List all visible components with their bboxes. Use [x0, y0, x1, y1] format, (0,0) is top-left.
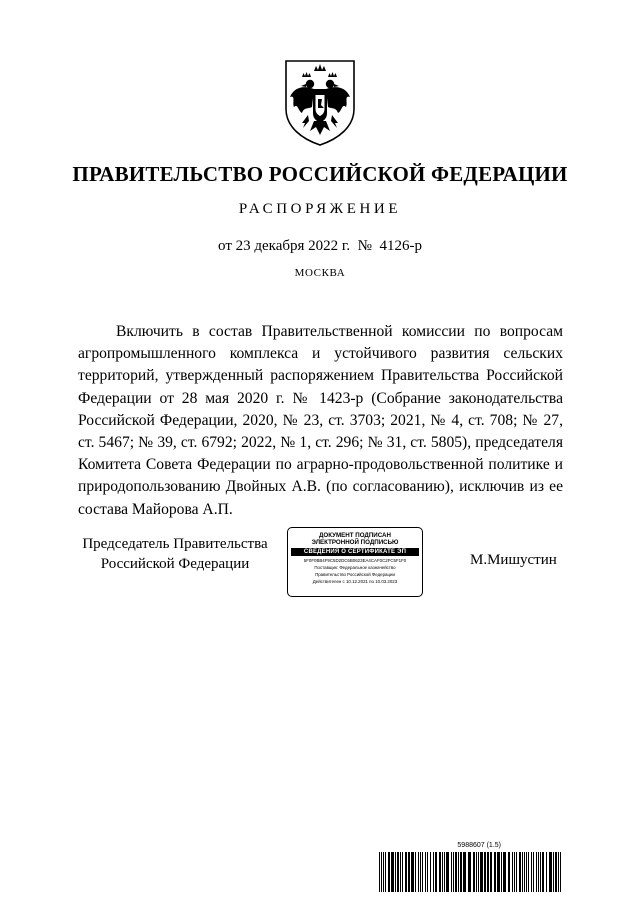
stamp-owner: Правительство Российской Федерации [315, 572, 395, 577]
signatory-name: М.Мишустин [470, 552, 557, 568]
document-type: РАСПОРЯЖЕНИЕ [238, 201, 402, 217]
barcode-label: 5988607 (1.5) [457, 842, 501, 849]
stamp-line1: ДОКУМЕНТ ПОДПИСАН [319, 532, 391, 539]
order-body-paragraph: Включить в состав Правительственной комиссии по вопросам агропромышленного комплекса и устойчивого развития сельских территорий, утвержденный распоряжением Правительства Российской Федерации от 28 мая 2020 г. № 1423-р (Собрание законодательства Российской Федерации, 2020, № 23, ст. 3703; 2021, № 4, ст. 708; № 27, ст. 5467; № 39, ст. 6792; 2022, № 1, ст. 296; № 31, ст. 5805), председателя Комитета Совета Федерации по аграрно-продовольственной политике и природопользованию Двойных А.В. (по согласованию), исключив из ее состава Майорова А.П. [78, 323, 563, 518]
electronic-signature-stamp [287, 527, 423, 597]
barcode-icon [378, 852, 564, 892]
signatory-position-line1: Председатель Правительства [82, 536, 268, 552]
stamp-validity: Действителен с 10.12.2021 по 10.03.2023 [312, 579, 398, 584]
stamp-certificate-id: 5F0F0BB4F9C5D2DC6B0623EA4CAF0C2FC5F1F0 [303, 558, 407, 563]
document-date-number: от 23 декабря 2022 г. № 4126-р [218, 238, 422, 254]
coat-of-arms-emblem-icon [280, 57, 360, 147]
stamp-issuer: Поставщик: Федеральное казначейство [314, 565, 396, 570]
stamp-line2: ЭЛЕКТРОННОЙ ПОДПИСЬЮ [311, 539, 399, 546]
document-barcode-block [378, 842, 564, 896]
signatory-position [80, 534, 270, 574]
stamp-certificate-banner: СВЕДЕНИЯ О СЕРТИФИКАТЕ ЭП [291, 548, 419, 556]
signatory-position-line2: Российской Федерации [100, 556, 250, 572]
government-title: ПРАВИТЕЛЬСТВО РОССИЙСКОЙ ФЕДЕРАЦИИ [72, 162, 568, 186]
document-city: МОСКВА [294, 267, 346, 279]
